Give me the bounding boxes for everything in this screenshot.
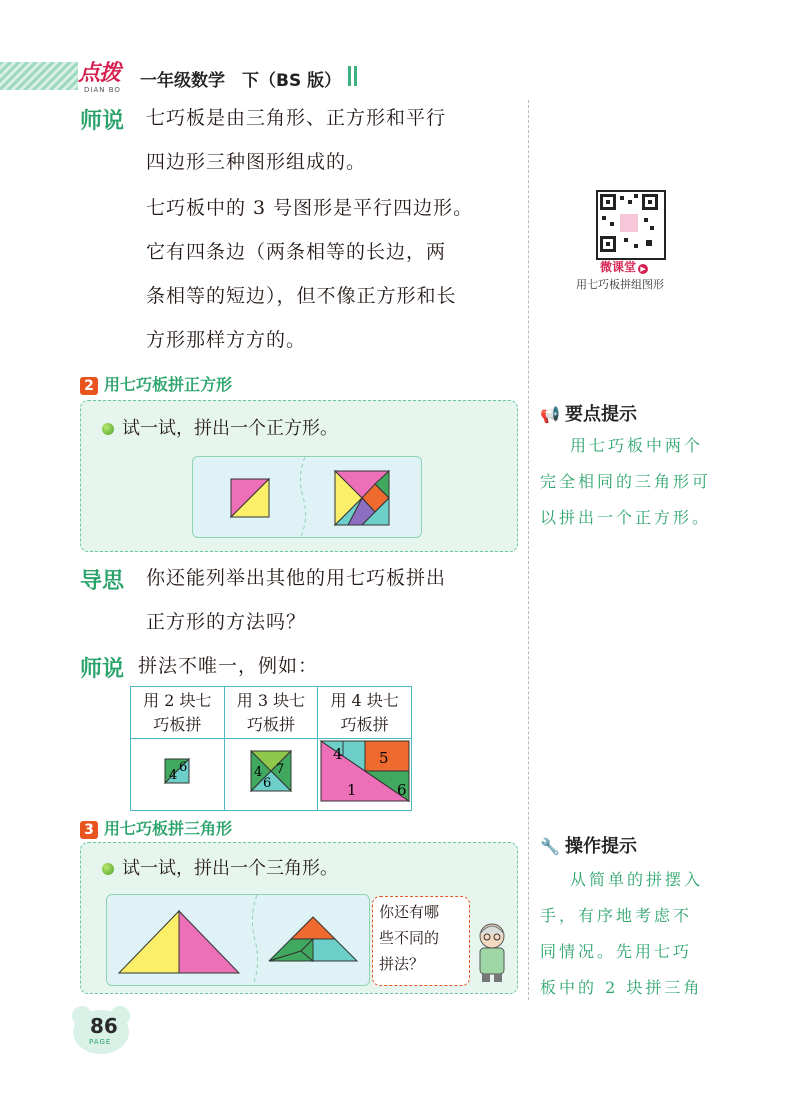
svg-text:4: 4 bbox=[253, 765, 263, 780]
section-3-try-text: 试一试，拼出一个三角形。 bbox=[122, 858, 338, 879]
examples-table-figure-row bbox=[131, 739, 412, 811]
svg-text:6: 6 bbox=[396, 781, 407, 799]
example-3-pieces bbox=[224, 739, 318, 811]
speech-bubble-line: 些不同的 bbox=[379, 929, 440, 947]
book-title: 一年级数学 下（BS 版） bbox=[140, 71, 342, 91]
brand-logo-subtitle: DIAN BO bbox=[84, 86, 121, 94]
section-3-number: 3 bbox=[80, 821, 98, 839]
teacher-says-line-2: 四边形三种图形组成的。 bbox=[146, 151, 367, 173]
key-point-tip-header bbox=[540, 400, 637, 426]
header-stripe bbox=[0, 62, 78, 90]
teacher-says-line-5: 条相等的短边），但不像正方形和长 bbox=[146, 285, 457, 307]
example-2-pieces bbox=[131, 739, 225, 811]
bullet-dot-icon bbox=[102, 423, 114, 435]
svg-text:4: 4 bbox=[332, 745, 343, 763]
examples-table-header-row bbox=[131, 687, 412, 739]
svg-text:6: 6 bbox=[262, 776, 272, 791]
header-bars-decoration bbox=[348, 66, 360, 86]
key-point-line-1: 用七巧板中两个 bbox=[570, 436, 704, 455]
brand-logo: 点拨 bbox=[78, 60, 121, 86]
operation-tip-line-2: 手，有序地考虑不 bbox=[540, 906, 693, 925]
play-icon: ▶ bbox=[638, 264, 648, 274]
section-2-heading bbox=[80, 372, 232, 395]
teacher-says-2-label: 师说 bbox=[80, 657, 125, 682]
svg-text:5: 5 bbox=[378, 749, 389, 767]
section-2-figure-panel bbox=[192, 456, 422, 538]
column-divider bbox=[528, 100, 529, 1000]
section-2-try-text: 试一试，拼出一个正方形。 bbox=[122, 418, 338, 439]
triangle-tangram-figures bbox=[107, 895, 369, 985]
wrench-icon: 🔧 bbox=[540, 837, 560, 856]
teacher-says-label: 师说 bbox=[80, 109, 125, 134]
svg-text:4: 4 bbox=[169, 768, 178, 783]
svg-text:7: 7 bbox=[275, 762, 285, 777]
example-4-pieces bbox=[318, 739, 412, 811]
guide-label: 导思 bbox=[80, 569, 125, 594]
bullet-dot-icon bbox=[102, 863, 114, 875]
qr-caption: 用七巧板拼组图形 bbox=[576, 278, 664, 291]
teacher-says-line-4: 它有四条边（两条相等的长边，两 bbox=[146, 241, 447, 263]
operation-tip-line-3: 同情况。先用七巧 bbox=[540, 942, 693, 961]
svg-text:1: 1 bbox=[346, 781, 357, 799]
teacher-says-line-3: 七巧板中的 3 号图形是平行四边形。 bbox=[146, 197, 474, 219]
operation-tip-line-1: 从简单的拼摆入 bbox=[570, 870, 704, 889]
full-tangram-square bbox=[335, 471, 389, 525]
table-header-cell: 用 3 块七 巧板拼 bbox=[224, 687, 318, 739]
key-point-line-3: 以拼出一个正方形。 bbox=[540, 508, 712, 527]
svg-text:6: 6 bbox=[179, 760, 188, 775]
speech-bubble-line: 你还有哪 bbox=[379, 903, 440, 921]
table-header-cell: 用 2 块七 巧板拼 bbox=[131, 687, 225, 739]
teacher-says-line-6: 方形那样方方的。 bbox=[146, 329, 307, 351]
speech-bubble-line: 拼法？ bbox=[379, 955, 425, 973]
operation-tip-line-4: 板中的 2 块拼三角 bbox=[540, 978, 703, 997]
key-point-tip-title: 要点提示 bbox=[565, 404, 638, 425]
examples-table bbox=[130, 686, 412, 811]
operation-tip-header bbox=[540, 832, 637, 858]
guide-line-1: 你还能列举出其他的用七巧板拼出 bbox=[146, 567, 447, 589]
section-3-try-prompt bbox=[102, 854, 338, 880]
section-2-number: 2 bbox=[80, 377, 98, 395]
section-3-figure-panel bbox=[106, 894, 370, 986]
speech-bubble bbox=[372, 896, 470, 986]
megaphone-icon: 📢 bbox=[540, 405, 560, 424]
table-header-cell: 用 4 块七 巧板拼 bbox=[318, 687, 412, 739]
page-label: PAGE bbox=[89, 1038, 112, 1046]
professor-character-icon bbox=[470, 920, 514, 984]
section-3-title: 用七巧板拼三角形 bbox=[104, 819, 233, 838]
micro-class-badge: 微课堂 ▶ bbox=[600, 258, 648, 275]
qr-code-icon[interactable] bbox=[596, 190, 666, 260]
guide-line-2: 正方形的方法吗？ bbox=[146, 611, 307, 633]
square-tangram-figures bbox=[193, 457, 421, 537]
teacher-says-line-1: 七巧板是由三角形、正方形和平行 bbox=[146, 107, 447, 129]
page-number: 86 bbox=[90, 1014, 118, 1038]
key-point-line-2: 完全相同的三角形可 bbox=[540, 472, 712, 491]
section-2-try-prompt bbox=[102, 414, 338, 440]
teacher-says-2-text: 拼法不唯一，例如： bbox=[138, 655, 319, 677]
operation-tip-title: 操作提示 bbox=[565, 836, 638, 857]
section-2-title: 用七巧板拼正方形 bbox=[104, 375, 233, 394]
section-3-heading bbox=[80, 816, 232, 839]
